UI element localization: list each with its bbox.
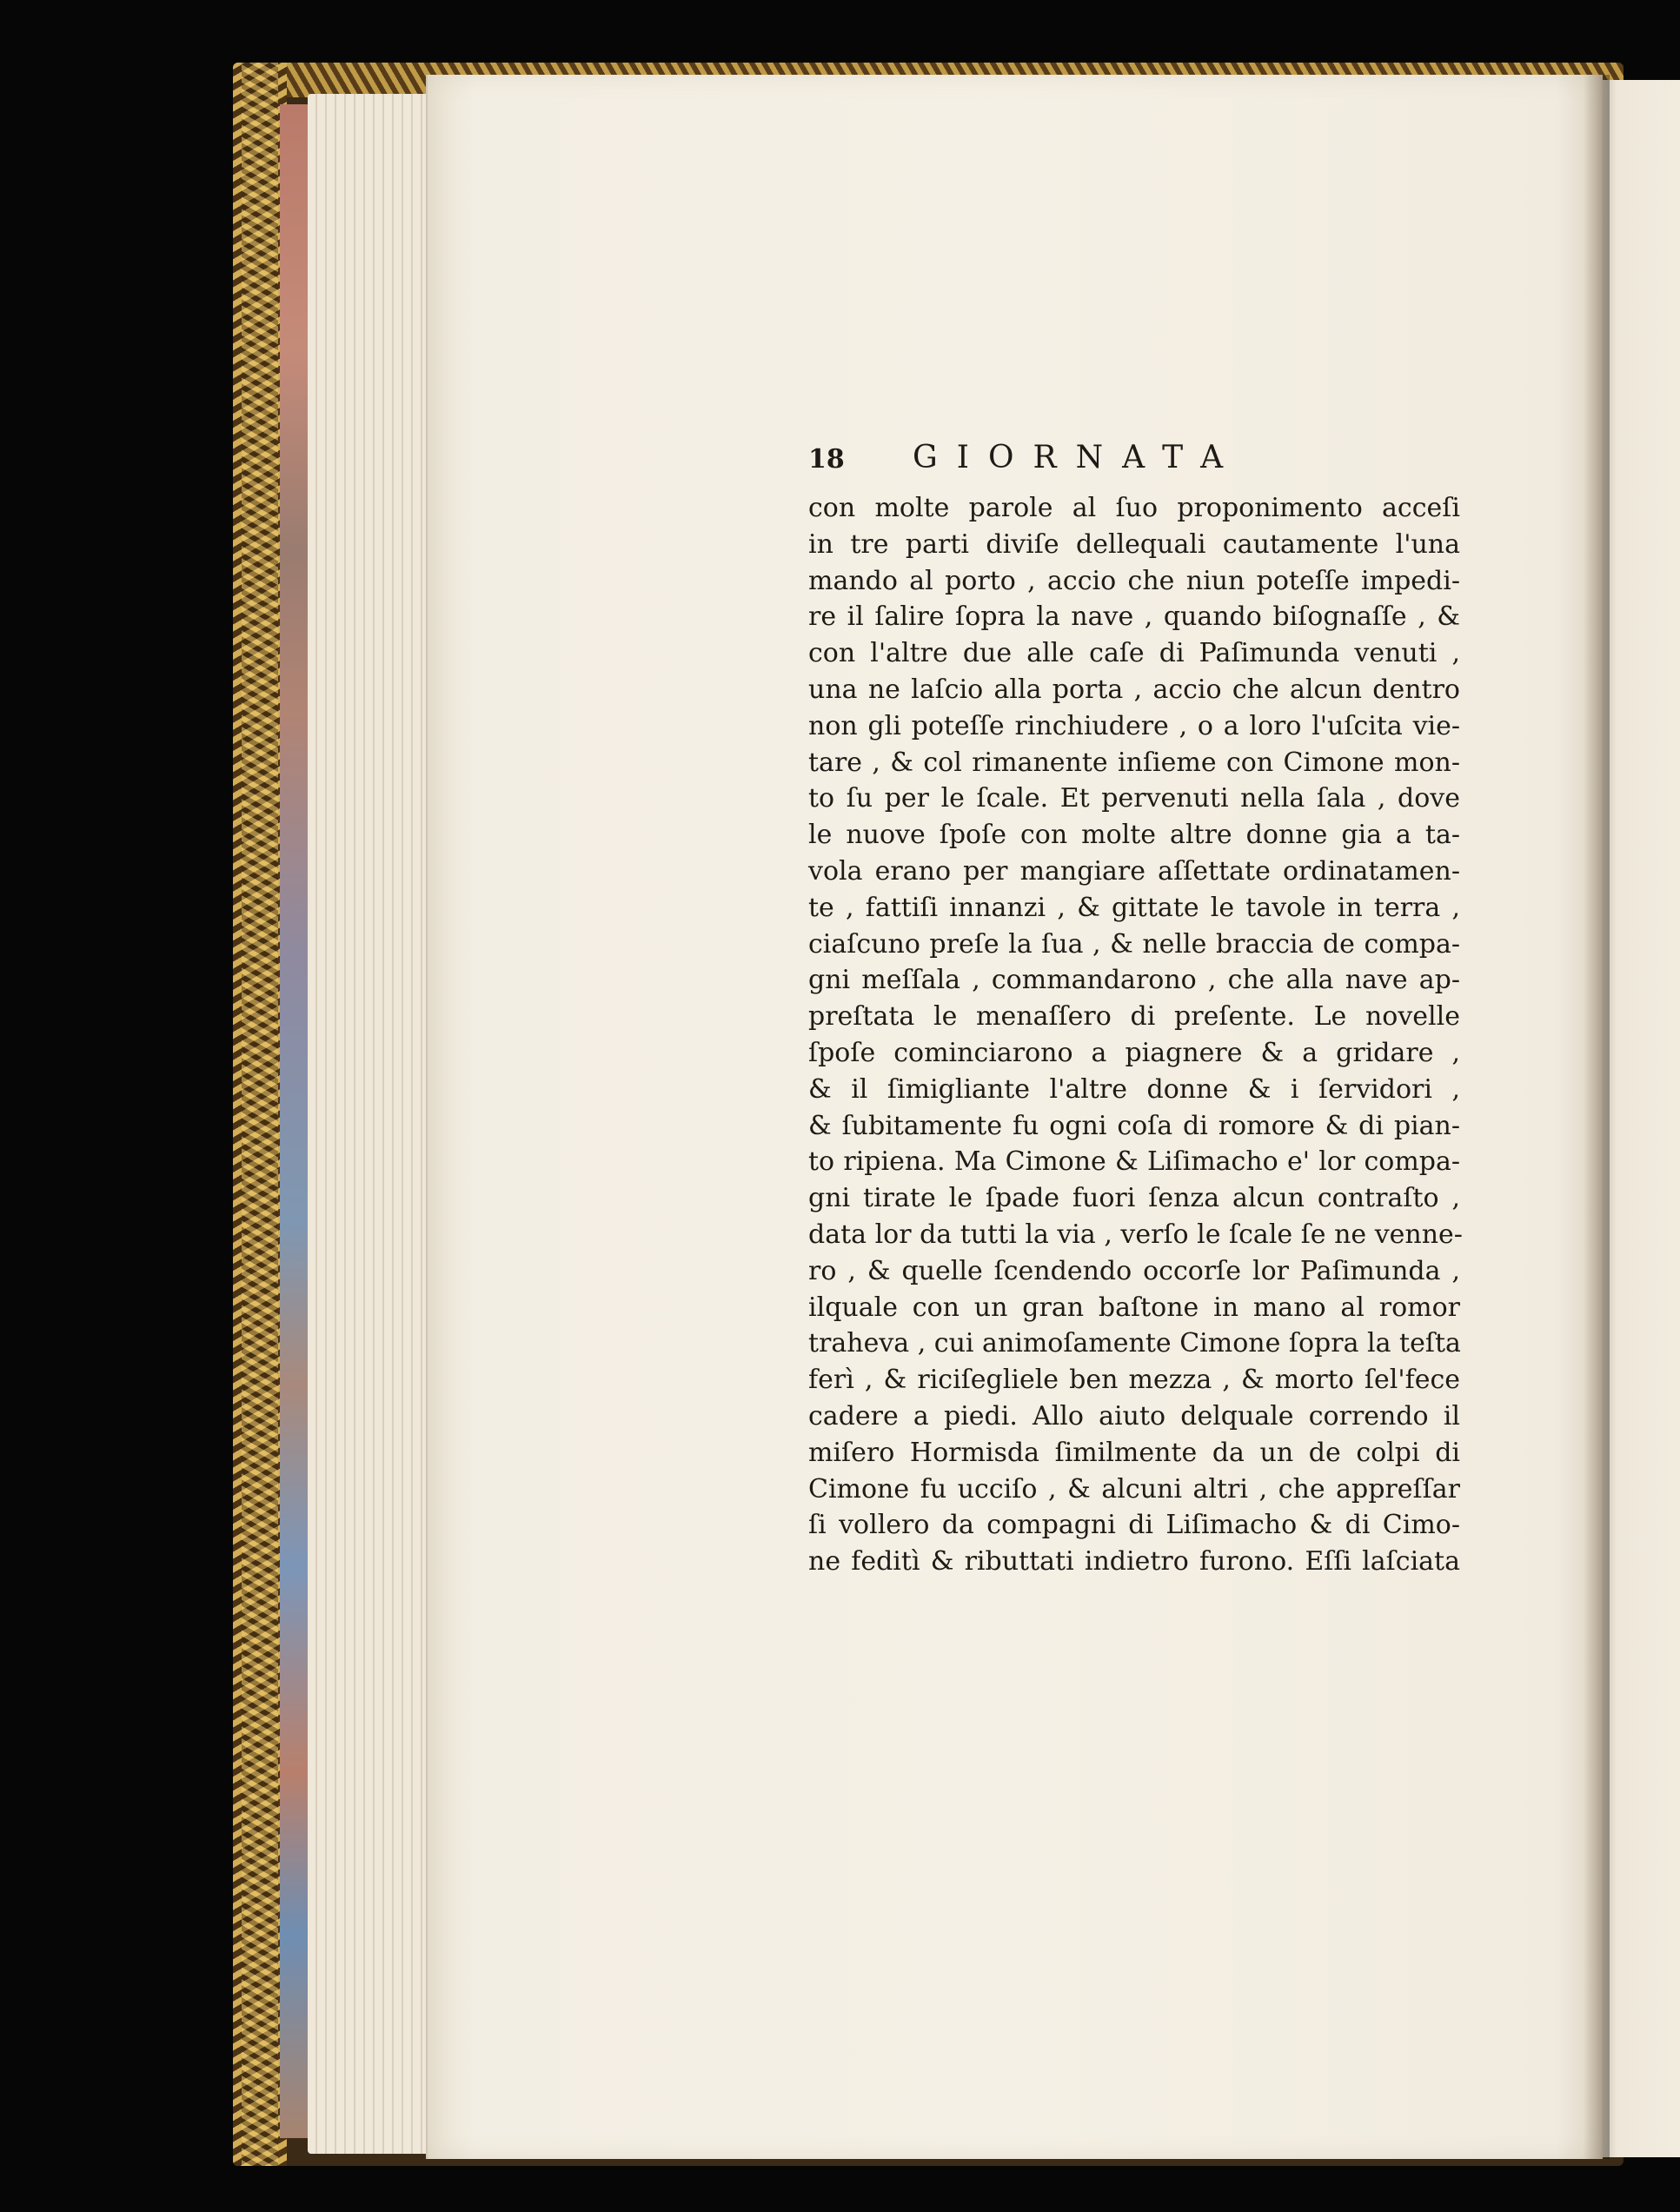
text-block	[808, 440, 1463, 1580]
marbled-edge	[280, 104, 309, 2138]
text-line: le nuove ſpoſe con molte altre donne gia a ta-	[808, 820, 1460, 851]
text-line: ſpoſe cominciarono a piagnere & a gridare ,	[808, 1037, 1460, 1068]
facing-page-edge	[1601, 80, 1680, 2157]
page-number: 18	[808, 444, 845, 475]
text-line: to ſu per le ſcale. Et pervenuti nella ſala , dove	[808, 783, 1460, 814]
text-line: re il ſalire ſopra la nave , quando biſognaſſe , &	[808, 601, 1460, 633]
text-line: non gli poteſſe rinchiudere , o a loro l'uſcita vie-	[808, 710, 1460, 741]
running-head	[808, 440, 1460, 490]
text-line: data lor da tutti la via , verſo le ſcale ſe ne venne-	[808, 1219, 1463, 1250]
text-line: gni tirate le ſpade fuori ſenza alcun contraſto ,	[808, 1183, 1460, 1214]
text-line: & il ſimigliante l'altre donne & i ſervidori ,	[808, 1073, 1460, 1105]
text-line: una ne laſcio alla porta , accio che alcun dentro	[808, 674, 1460, 705]
text-line: cadere a piedi. Allo aiuto delquale correndo il	[808, 1400, 1460, 1431]
text-line: ciaſcuno preſe la ſua , & nelle braccia de compa-	[808, 928, 1460, 960]
text-line: vola erano per mangiare aſſettate ordinatamen-	[808, 855, 1460, 887]
text-line: tare , & col rimanente inſieme con Cimone mon-	[808, 747, 1460, 778]
text-line: ne feditì & ributtati indietro furono. Eſſi laſciata	[808, 1546, 1460, 1578]
text-line: mando al porto , accio che niun poteſſe impedi-	[808, 565, 1460, 596]
text-line: ſi vollero da compagni di Liſimacho & di Cimo-	[808, 1510, 1460, 1541]
running-title: GIORNATA	[913, 440, 1243, 475]
text-line: con molte parole al ſuo proponimento acceſi	[808, 493, 1460, 523]
page-gutter-shadow	[1584, 75, 1610, 2159]
text-line: to ripiena. Ma Cimone & Liſimacho e' lor compa-	[808, 1146, 1460, 1178]
text-line: con l'altre due alle caſe di Paſimunda venuti ,	[808, 638, 1460, 669]
text-line: ro , & quelle ſcendendo occorſe lor Paſimunda ,	[808, 1255, 1460, 1286]
text-line: preſtata le menaſſero di preſente. Le novelle	[808, 1001, 1460, 1033]
text-line: traheva , cui animoſamente Cimone ſopra la teſta	[808, 1328, 1461, 1359]
text-line: ilquale con un gran baſtone in mano al romor	[808, 1292, 1460, 1323]
text-line: & ſubitamente fu ogni coſa di romore & di pian-	[808, 1110, 1460, 1141]
body-text	[808, 490, 1463, 1580]
text-line: miſero Hormisda ſimilmente da un de colpi di	[808, 1437, 1460, 1468]
page-stack	[308, 94, 426, 2154]
gilt-border-left	[233, 63, 287, 2166]
text-line: gni meſſala , commandarono , che alla nave ap-	[808, 965, 1460, 996]
text-line: in tre parti diviſe dellequali cautamente l'una	[808, 528, 1460, 560]
text-line: ferì , & riciſegliele ben mezza , & morto ſel'fece	[808, 1365, 1460, 1396]
text-line: te , fattiſi innanzi , & gittate le tavole in terra ,	[808, 892, 1460, 923]
text-line: Cimone fu ucciſo , & alcuni altri , che appreſſar	[808, 1473, 1460, 1505]
